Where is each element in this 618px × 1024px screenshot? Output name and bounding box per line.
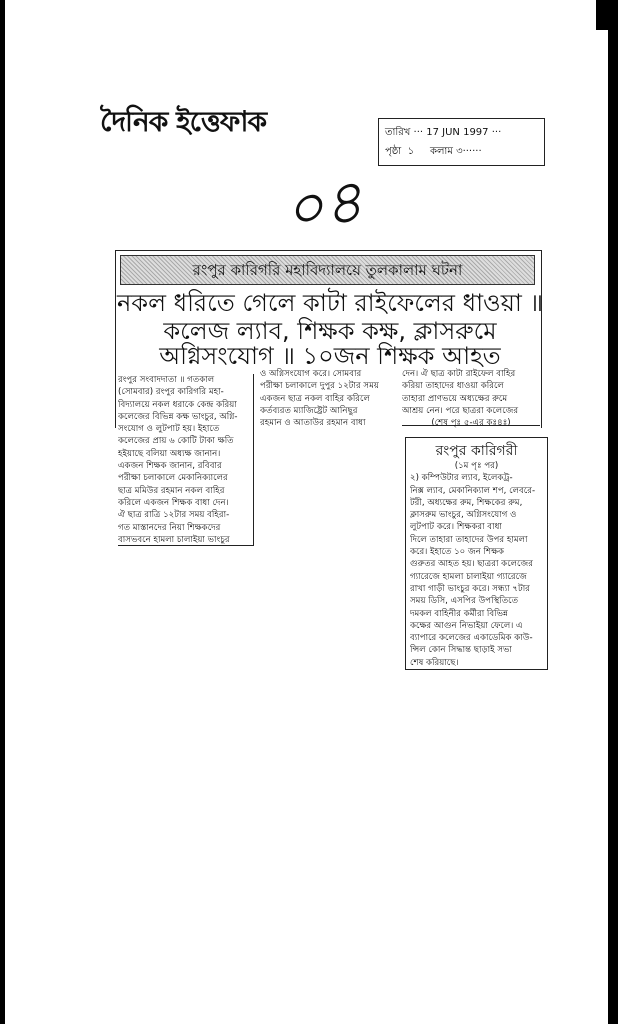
handwritten-number: ০৪ xyxy=(279,165,367,247)
text-line: হইয়াছে বলিয়া অধ্যক্ষ জানান। xyxy=(118,448,221,459)
scan-edge-left xyxy=(0,0,5,1024)
text-line: টরী, অধ্যক্ষের রুম, শিক্ষকের রুম, xyxy=(410,497,523,508)
text-line: করিলে একজন শিক্ষক বাধা দেন। xyxy=(118,497,229,508)
text-line: সংযোগ ও লুটপাট হয়। ইহাতে xyxy=(118,424,220,435)
page-label: পৃষ্ঠা xyxy=(385,146,402,157)
text-line: গত মাস্তানদের নিয়া শিক্ষকদের xyxy=(118,522,221,533)
text-line: ব্যাপারে কলেজের একাডেমিক কাউ- xyxy=(410,633,533,644)
text-line: কলেজের বিভিন্ন কক্ষ ভাংচুর, অগ্নি- xyxy=(118,411,238,422)
text-line: দিলে তাহারা তাহাদের উপর হামলা xyxy=(410,534,528,545)
date-stamp: তারিখ ··· 17 JUN 1997 ··· পৃষ্ঠা ১ কলাম ৩······ xyxy=(378,118,545,166)
headline-line-1: নকল ধরিতে গেলে কাটা রাইফেলের ধাওয়া ॥ xyxy=(116,289,544,317)
text-line: আশ্রয় নেন। পরে ছাত্ররা কলেজের xyxy=(402,405,519,416)
text-line: পরীক্ষা চলাকালে দুপুর ১২টার সময় xyxy=(260,381,379,392)
text-line: ২) কম্পিউটার ল্যাব, ইলেকট্র- xyxy=(410,473,513,484)
text-line: ঐ ছাত্র রাত্রি ১২টার সময় বহিরা- xyxy=(118,510,230,521)
text-line: বাসভবনে হামলা চালাইয়া ভাংচুর xyxy=(118,534,230,545)
text-line: দমকল বাহিনীর কর্মীরা বিভিন্ন xyxy=(410,608,508,619)
text-line: শেষ করিয়াছে। xyxy=(410,657,459,668)
text-line: রাখা গাড়ী ভাংচুর করে। সন্ধ্যা ৭টার xyxy=(410,583,530,594)
text-line: নিক্স ল্যাব, মেকানিক্যাল শপ, লেবরে- xyxy=(410,485,536,496)
scan-edge-right xyxy=(604,0,618,1024)
continuation-title: রংপুর কারিগরী xyxy=(435,443,518,459)
headline-line-2: কলেজ ল্যাব, শিক্ষক কক্ষ, ক্লাসরুমে xyxy=(163,317,497,345)
date-label: তারিখ xyxy=(385,127,411,138)
text-line: লুটপাট করে। শিক্ষকরা বাধা xyxy=(410,522,502,533)
text-line: কর্তব্যরত ম্যাজিষ্ট্রেট আনিছুর xyxy=(260,405,358,416)
text-line: করে। ইহাতে ১০ জন শিক্ষক xyxy=(410,547,505,558)
text-line: ছাত্র মমিউর রহমান নকল বাহির xyxy=(118,485,225,496)
text-line: বিদ্যালয়ে নকল ধরাকে কেন্দ্র করিয়া xyxy=(118,399,237,410)
continuation-article xyxy=(405,437,548,670)
text-line: ও অগ্নিসংযোগ করে। সোমবার xyxy=(260,369,362,379)
article-column-3 xyxy=(402,368,540,429)
article-kicker: রংপুর কারিগরি মহাবিদ্যালয়ে তুলকালাম ঘটনা xyxy=(120,255,535,285)
scan-corner xyxy=(596,0,618,30)
text-line: (সোমবার) রংপুর কারিগরি মহা- xyxy=(118,387,224,398)
text-line: একজন ছাত্র নকল বাহির করিলে xyxy=(260,393,370,404)
text-line: একজন শিক্ষক জানান, রবিবার xyxy=(118,461,222,472)
text-line: ন্সিল কোন সিদ্ধান্ত ছাড়াই সভা xyxy=(410,645,512,656)
article-column-1 xyxy=(118,374,254,546)
text-line: দেন। ঐ ছাত্র কাটা রাইফেল বাহির xyxy=(402,369,516,379)
newspaper-masthead: দৈনিক ইত্তেফাক xyxy=(100,105,267,138)
article-column-2 xyxy=(260,368,396,429)
date-value: 17 JUN 1997 xyxy=(426,127,489,138)
text-line: রহমান ও আতাউর রহমান বাধা xyxy=(260,418,366,429)
text-line: ক্লাসরুম ভাংচুর, অগ্নিসংযোগ ও xyxy=(410,510,517,521)
text-line: রংপুর সংবাদদাতা ॥ গতকাল xyxy=(118,375,215,385)
text-line: তাহারা প্রাণভয়ে অধ্যক্ষের রুমে xyxy=(402,393,508,404)
continuation-subtitle: (১ম পৃঃ পর) xyxy=(454,461,499,471)
text-line: সময় ডিসি, এসপির উপস্থিতিতে xyxy=(410,596,519,607)
text-line: গ্যারেজে হামলা চালাইয়া গ্যারেজে xyxy=(410,571,527,582)
text-line: করিয়া তাহাদের ধাওয়া করিলে xyxy=(402,381,504,392)
text-line: কলেজের প্রায় ৬ কোটি টাকা ক্ষতি xyxy=(118,436,234,447)
column-label: কলাম xyxy=(429,146,453,157)
text-line: গুরুতর আহত হয়। ছাত্ররা কলেজের xyxy=(410,559,533,570)
text-line: কক্ষের আগুন নিভাইয়া ফেলে। এ xyxy=(410,620,523,631)
column-value: ৩ xyxy=(456,146,463,157)
continued-note: (শেষ পৃঃ ৫-এর কঃ৪ঃ) xyxy=(431,418,511,429)
text-line: পরীক্ষা চলাকালে মেকানিক্যালের xyxy=(118,473,228,484)
page-value: ১ xyxy=(407,146,415,157)
headline-line-3: অগ্নিসংযোগ ॥ ১০জন শিক্ষক আহত xyxy=(159,342,501,370)
